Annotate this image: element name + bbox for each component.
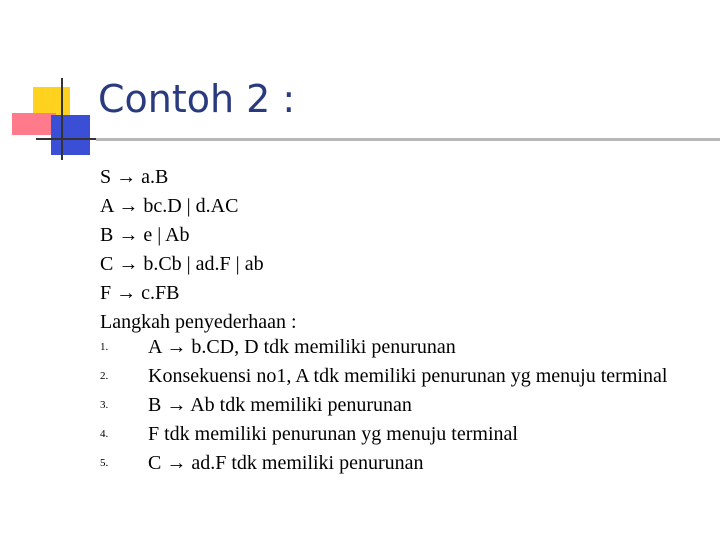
decor-square-red: [12, 113, 56, 135]
step-item: [100, 453, 700, 474]
grammar-rule-b: B → e | Ab: [100, 224, 190, 246]
decor-square-blue: [51, 115, 90, 155]
step-text: A → b.CD, D tdk memiliki penurunan: [148, 336, 456, 358]
step-text: F tdk memiliki penurunan yg menuju terminal: [148, 423, 518, 445]
grammar-rule-a: A → bc.D | d.AC: [100, 195, 239, 217]
decor-horizontal-line: [36, 138, 96, 140]
step-number: 1.: [100, 341, 109, 353]
step-number: 2.: [100, 370, 109, 382]
grammar-rule-f: F → c.FB: [100, 282, 180, 304]
grammar-rule-c: C → b.Cb | ad.F | ab: [100, 253, 264, 275]
slide-body: [100, 163, 700, 482]
step-item: [100, 424, 700, 445]
grammar-rule-s: S → a.B: [100, 166, 169, 188]
step-text: B → Ab tdk memiliki penurunan: [148, 394, 412, 416]
step-item: [100, 337, 700, 358]
step-item: [100, 366, 700, 387]
title-underline: [96, 138, 720, 141]
decor-vertical-line: [61, 78, 63, 160]
step-item: [100, 395, 700, 416]
step-number: 3.: [100, 399, 109, 411]
steps-heading: Langkah penyederhaan :: [100, 311, 297, 333]
step-text: Konsekuensi no1, A tdk memiliki penurunan yg menuju terminal: [148, 365, 668, 387]
step-number: 5.: [100, 457, 109, 469]
slide-title: Contoh 2 :: [98, 77, 296, 121]
step-text: C → ad.F tdk memiliki penurunan: [148, 452, 424, 474]
step-number: 4.: [100, 428, 109, 440]
